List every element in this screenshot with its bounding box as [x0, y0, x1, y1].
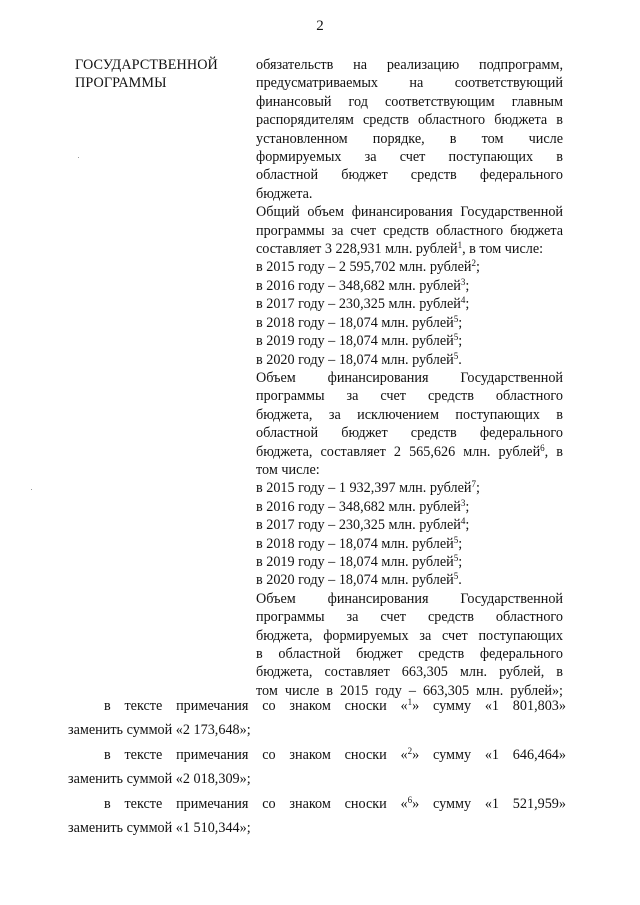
footnote-mark: 5: [453, 534, 459, 545]
note-line: [68, 746, 566, 764]
note-text: » сумму «1 646,464»: [412, 747, 566, 763]
footnote-mark: 2: [407, 746, 413, 756]
total-funding-tail: , в том числе:: [462, 241, 544, 258]
text-line: установленном порядке, в том числе: [256, 130, 563, 147]
footnote-mark: 5: [453, 350, 459, 361]
line-end: ;: [465, 517, 470, 534]
text-line: обязательств на реализацию подпрограмм,: [256, 57, 563, 73]
note-line: заменить суммой «2 018,309»;: [68, 771, 251, 787]
line-end: ;: [458, 333, 463, 350]
line-end: ;: [465, 296, 470, 313]
text-line: в областной бюджет средств федерального: [256, 646, 563, 662]
year-line: [256, 277, 563, 295]
footnote-mark: 7: [471, 479, 477, 490]
footnote-mark: 5: [453, 571, 459, 582]
text-line: бюджета, формируемых за счет поступающих: [256, 627, 563, 644]
passport-row-label: [75, 56, 245, 93]
footnote-mark: 1: [457, 240, 463, 251]
note-text: в тексте примечания со знаком сноски «: [104, 747, 408, 763]
note-text: в тексте примечания со знаком сноски «: [104, 796, 408, 812]
text-line: бюджета.: [256, 185, 313, 202]
line-end: ;: [458, 535, 463, 552]
amendment-note: [68, 697, 566, 739]
year-amount: в 2017 году – 230,325 млн. рублей: [256, 296, 461, 313]
line-end: ;: [465, 498, 470, 515]
text-line: бюджета, за исключением поступающих в: [256, 406, 563, 423]
note-text: » сумму «1 801,803»: [412, 698, 566, 714]
amendment-note: [68, 795, 566, 837]
note-line: [68, 795, 566, 813]
year-line: [256, 314, 563, 332]
note-line: [68, 697, 566, 715]
line-end: ;: [476, 480, 480, 497]
footnote-mark: 5: [453, 332, 459, 343]
year-amount: в 2016 году – 348,682 млн. рублей: [256, 498, 461, 515]
text-line: областной бюджет средств федерального: [256, 167, 563, 184]
amendment-note: [68, 746, 566, 788]
year-line: [256, 295, 563, 313]
year-amount: в 2019 году – 18,074 млн. рублей: [256, 333, 454, 350]
year-amount: в 2015 году – 1 932,397 млн. рублей: [256, 480, 472, 497]
text-line: Общий объем финансирования Государственной: [256, 204, 563, 221]
total-funding-line: [256, 443, 563, 461]
footnote-mark: 3: [460, 497, 466, 508]
text-line: распорядителям средств областного бюджета в: [256, 112, 563, 129]
year-amount: в 2018 году – 18,074 млн. рублей: [256, 535, 454, 552]
scan-speck: [78, 157, 79, 158]
line-end: ;: [476, 259, 480, 276]
line-end: ;: [458, 553, 463, 570]
year-line: [256, 258, 563, 276]
note-line: заменить суммой «1 510,344»;: [68, 820, 251, 836]
footnote-mark: 6: [407, 795, 413, 805]
text-line: программы за счет средств областного: [256, 609, 563, 626]
year-line: [256, 332, 563, 350]
year-line: [256, 479, 563, 497]
year-line: [256, 535, 563, 553]
year-amount: в 2020 году – 18,074 млн. рублей: [256, 572, 454, 589]
text-line: программы за счет средств областного: [256, 388, 563, 405]
text-line: том числе:: [256, 461, 320, 478]
footnote-mark: 4: [460, 516, 466, 527]
year-amount: в 2017 году – 230,325 млн. рублей: [256, 517, 461, 534]
year-amount: в 2015 году – 2 595,702 млн. рублей: [256, 259, 472, 276]
text-line: предусматриваемых на соответствующий: [256, 75, 563, 92]
total-funding-line: [256, 240, 563, 258]
line-end: ;: [465, 277, 470, 294]
note-text: в тексте примечания со знаком сноски «: [104, 698, 408, 714]
footnote-mark: 5: [453, 552, 459, 563]
text-line: программы за счет средств областного бюджета: [256, 222, 563, 239]
text-line: Объем финансирования Государственной: [256, 590, 563, 607]
text-line: финансовый год соответствующим главным: [256, 93, 563, 110]
line-end: .: [458, 351, 462, 368]
text-line: Объем финансирования Государственной: [256, 369, 563, 386]
footnote-mark: 6: [540, 442, 545, 453]
total-funding-tail: , в: [544, 443, 563, 460]
scan-speck: [31, 489, 32, 490]
line-end: ;: [458, 314, 463, 331]
text-line: формируемых за счет поступающих в: [256, 149, 563, 166]
year-amount: в 2020 году – 18,074 млн. рублей: [256, 351, 454, 368]
year-line: [256, 571, 563, 589]
footnote-mark: 3: [460, 276, 466, 287]
label-line: ГОСУДАРСТВЕННОЙ: [75, 57, 218, 73]
year-amount: в 2018 году – 18,074 млн. рублей: [256, 314, 454, 331]
passport-row-content: [256, 56, 563, 700]
footnote-mark: 2: [471, 258, 477, 269]
year-amount: в 2019 году – 18,074 млн. рублей: [256, 553, 454, 570]
total-funding-text: составляет 3 228,931 млн. рублей: [256, 241, 458, 258]
year-line: [256, 553, 563, 571]
year-line: [256, 516, 563, 534]
text-line: том числе в 2015 году – 663,305 млн. рублей»;: [256, 682, 563, 699]
label-line: ПРОГРАММЫ: [75, 75, 167, 92]
footnote-mark: 4: [460, 295, 466, 306]
year-amount: в 2016 году – 348,682 млн. рублей: [256, 277, 461, 294]
footnote-mark: 5: [453, 313, 459, 324]
text-line: бюджета, составляет 663,305 млн. рублей, в: [256, 664, 563, 681]
year-line: [256, 498, 563, 516]
footnote-mark: 1: [407, 697, 413, 707]
line-end: .: [458, 572, 462, 589]
text-line: областной бюджет средств федерального: [256, 425, 563, 442]
year-line: [256, 351, 563, 369]
page-number: 2: [316, 18, 324, 34]
note-text: » сумму «1 521,959»: [412, 796, 566, 812]
total-funding-text: бюджета, составляет 2 565,626 млн. рублей: [256, 443, 541, 460]
note-line: заменить суммой «2 173,648»;: [68, 722, 251, 738]
